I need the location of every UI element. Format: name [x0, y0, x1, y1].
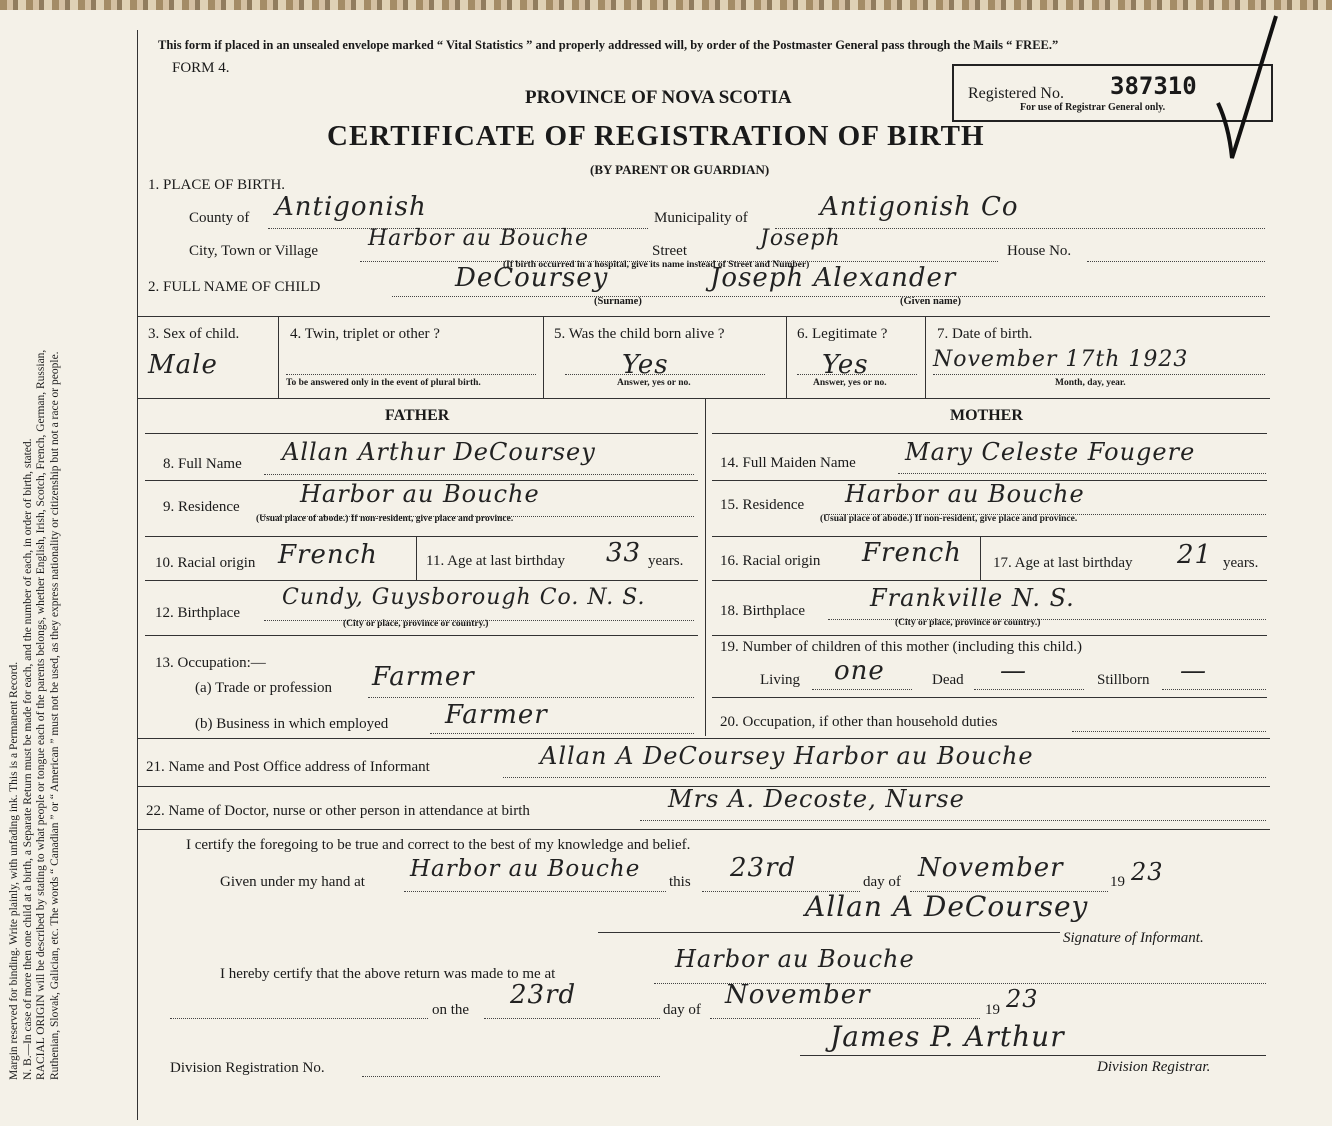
sex-value: Male: [148, 350, 218, 380]
doctor-value: Mrs A. Decoste, Nurse: [668, 785, 965, 813]
sex-label: 3. Sex of child.: [148, 326, 240, 342]
postal-notice: This form if placed in an unsealed envelope marked “ Vital Statistics ” and properly addressed will, by order of the Postmaster General pass through the Mails “ FREE.”: [158, 38, 1059, 52]
date-of-birth-label: 7. Date of birth.: [937, 326, 1033, 342]
father-trade-line: [368, 697, 694, 698]
registrar-year-prefix: 19: [985, 1002, 1000, 1018]
side-notes: [8, 20, 62, 1080]
father-rule-3: [145, 580, 698, 581]
informant-value: Allan A DeCoursey Harbor au Bouche: [540, 742, 1034, 770]
registered-number: 387310: [1110, 72, 1197, 100]
father-residence-label: 9. Residence: [163, 499, 240, 515]
child-name-line: [392, 296, 1265, 297]
mother-name-value: Mary Celeste Fougere: [905, 438, 1196, 466]
signature-line: [598, 932, 1060, 933]
father-residence-value: Harbor au Bouche: [300, 480, 540, 508]
county-label: County of: [189, 210, 250, 226]
date-of-birth-hint: Month, day, year.: [1055, 378, 1126, 388]
given-day-value: 23rd: [730, 853, 797, 883]
registered-label: Registered No.: [968, 85, 1064, 102]
twin-line: [286, 374, 536, 375]
father-age-divider: [416, 536, 417, 580]
side-note-multiple-births: N. B.—In case of more then one child at a birth, a Separate Return must be made for each, and the number of each, in order of birth, stated.: [21, 438, 34, 1080]
street-label: Street: [652, 243, 687, 259]
children-count-label: 19. Number of children of this mother (including this child.): [720, 639, 1083, 655]
registrar-place-value: Harbor au Bouche: [675, 945, 915, 973]
side-note-binding: Margin reserved for binding. Write plainly, with unfading ink. This is a Permanent Record.: [8, 661, 20, 1080]
registrar-signature: James P. Arthur: [830, 1020, 1065, 1053]
registrar-day-of-label: day of: [663, 1002, 701, 1018]
father-birthplace-value: Cundy, Guysborough Co. N. S.: [282, 585, 646, 610]
child-surname: DeCoursey: [455, 263, 609, 293]
mother-rule-5: [712, 697, 1267, 698]
check-mark: [1210, 8, 1280, 168]
house-no-line: [1087, 261, 1265, 262]
given-name-hint: (Given name): [900, 296, 961, 307]
municipality-label: Municipality of: [654, 210, 748, 226]
date-of-birth-value: November 17th 1923: [933, 347, 1189, 372]
legitimate-label: 6. Legitimate ?: [797, 326, 888, 342]
col-divider-3: [786, 316, 787, 398]
mother-race-label: 16. Racial origin: [720, 553, 821, 569]
side-note-racial-origin-2: Ruthenian, Slovak, Galician, etc. The words “ Canadian ” or “ American ” must not be used, as they express nationality or citizenship but not a race or people.: [48, 351, 61, 1080]
registrar-signature-line: [800, 1055, 1266, 1056]
mother-occupation-label: 20. Occupation, if other than household duties: [720, 714, 998, 730]
living-line: [812, 689, 912, 690]
mother-age-divider: [980, 536, 981, 580]
on-the-label: on the: [432, 1002, 470, 1018]
parents-divider: [705, 398, 706, 736]
surname-hint: (Surname): [594, 296, 642, 307]
mother-name-line: [898, 473, 1266, 474]
given-month-value: November: [918, 853, 1064, 883]
father-years-label: years.: [648, 553, 684, 569]
margin-rule: [137, 30, 138, 1120]
city-label: City, Town or Village: [189, 243, 319, 259]
informant-signature: Allan A DeCoursey: [805, 890, 1089, 923]
mother-race-value: French: [862, 538, 962, 568]
municipality-line: [775, 228, 1265, 229]
registrar-lead-line: [170, 1018, 428, 1019]
doctor-label: 22. Name of Doctor, nurse or other person in attendance at birth: [146, 803, 530, 819]
mother-birthplace-line: [828, 619, 1266, 620]
born-alive-value: Yes: [622, 350, 669, 380]
mother-age-label: 17. Age at last birthday: [993, 555, 1133, 571]
col-divider-2: [543, 316, 544, 398]
registrar-month-value: November: [725, 980, 871, 1010]
mother-age-value: 21: [1177, 540, 1213, 570]
mother-birthplace-hint: (City or place, province or country.): [895, 618, 1041, 628]
father-race-label: 10. Racial origin: [155, 555, 256, 571]
hospital-note: (If birth occurred in a hospital, give its name instead of Street and Number): [503, 260, 810, 270]
registrar-day-value: 23rd: [510, 980, 577, 1010]
father-age-label: 11. Age at last birthday: [426, 553, 565, 569]
day-of-label: day of: [863, 874, 901, 890]
street-value: Joseph: [760, 226, 841, 251]
registrar-day-line: [484, 1018, 660, 1019]
house-no-label: House No.: [1007, 243, 1072, 259]
province-title: PROVINCE OF NOVA SCOTIA: [525, 87, 792, 108]
father-birthplace-hint: (City or place, province or country.): [343, 619, 489, 629]
given-year-value: 23: [1131, 858, 1164, 886]
registrar-month-line: [710, 1018, 980, 1019]
father-trade-value: Farmer: [372, 662, 475, 692]
mother-residence-hint: (Usual place of abode.) If non-resident, give place and province.: [820, 514, 1078, 524]
father-name-line: [264, 474, 694, 475]
row-divider-top: [138, 316, 1270, 317]
legitimate-hint: Answer, yes or no.: [813, 378, 887, 388]
mother-heading: MOTHER: [950, 407, 1023, 424]
father-residence-hint: (Usual place of abode.) If non-resident, give place and province.: [256, 514, 514, 524]
registrar-year-value: 23: [1006, 985, 1039, 1013]
twin-label: 4. Twin, triplet or other ?: [290, 326, 440, 342]
given-place-value: Harbor au Bouche: [410, 856, 641, 882]
twin-hint: To be answered only in the event of plural birth.: [286, 378, 481, 388]
father-business-line: [430, 733, 694, 734]
child-name-label: 2. FULL NAME OF CHILD: [148, 279, 321, 295]
stillborn-line: [1162, 689, 1266, 690]
mother-rule-4: [712, 635, 1267, 636]
division-registrar-label: Division Registrar.: [1097, 1059, 1211, 1075]
father-rule-4: [145, 635, 698, 636]
dead-label: Dead: [932, 672, 964, 688]
side-note-racial-origin-1: RACIAL ORIGIN will be described by stating to what people or tongue each of the parents belongs, whether English, Irish, Scotch, French, German, Russian,: [35, 349, 47, 1080]
father-business-label: (b) Business in which employed: [195, 716, 389, 732]
municipality-value: Antigonish Co: [820, 192, 1019, 222]
mother-residence-label: 15. Residence: [720, 497, 805, 513]
mother-years-label: years.: [1223, 555, 1259, 571]
certify-statement: I certify the foregoing to be true and correct to the best of my knowledge and belief.: [186, 837, 691, 853]
father-rule-2: [145, 536, 698, 537]
division-registration-line: [362, 1076, 660, 1077]
county-value: Antigonish: [275, 192, 427, 222]
mother-birthplace-value: Frankville N. S.: [870, 584, 1075, 612]
doctor-line: [640, 820, 1266, 821]
date-of-birth-line: [933, 374, 1265, 375]
mother-occupation-line: [1072, 731, 1266, 732]
father-name-value: Allan Arthur DeCoursey: [282, 438, 596, 466]
father-birthplace-label: 12. Birthplace: [155, 605, 240, 621]
city-value: Harbor au Bouche: [368, 226, 590, 251]
father-race-value: French: [278, 540, 378, 570]
mother-rule-2: [712, 536, 1267, 537]
child-given-name: Joseph Alexander: [710, 263, 957, 293]
mother-birthplace-label: 18. Birthplace: [720, 603, 805, 619]
father-name-label: 8. Full Name: [163, 456, 242, 472]
year-prefix: 19: [1110, 874, 1125, 890]
given-under-label: Given under my hand at: [220, 874, 365, 890]
given-place-line: [404, 891, 666, 892]
row-divider-certify: [138, 829, 1270, 830]
living-label: Living: [760, 672, 800, 688]
mother-heading-rule: [712, 433, 1267, 434]
born-alive-label: 5. Was the child born alive ?: [554, 326, 725, 342]
father-occupation-label: 13. Occupation:—: [155, 655, 266, 671]
dead-line: [974, 689, 1084, 690]
form-number: FORM 4.: [172, 60, 230, 76]
mother-rule-3: [712, 580, 1267, 581]
mother-residence-value: Harbor au Bouche: [845, 480, 1085, 508]
mother-name-label: 14. Full Maiden Name: [720, 455, 856, 471]
father-age-value: 33: [606, 538, 642, 568]
certificate-title: CERTIFICATE OF REGISTRATION OF BIRTH: [327, 120, 985, 152]
registrar-statement: I hereby certify that the above return was made to me at: [220, 966, 556, 982]
legitimate-value: Yes: [822, 350, 869, 380]
row-divider-parents: [138, 398, 1270, 399]
father-business-value: Farmer: [445, 700, 548, 730]
torn-top-edge: [0, 0, 1332, 10]
this-label: this: [669, 874, 691, 890]
father-heading-rule: [145, 433, 698, 434]
informant-label: 21. Name and Post Office address of Informant: [146, 759, 430, 775]
informant-line: [503, 777, 1266, 778]
father-trade-label: (a) Trade or profession: [195, 680, 333, 696]
col-divider-1: [278, 316, 279, 398]
registrar-use-note: For use of Registrar General only.: [1020, 102, 1166, 113]
dead-value: —: [1000, 656, 1027, 686]
division-registration-label: Division Registration No.: [170, 1060, 325, 1076]
father-heading: FATHER: [385, 407, 450, 424]
place-of-birth-label: 1. PLACE OF BIRTH.: [148, 177, 286, 193]
born-alive-hint: Answer, yes or no.: [617, 378, 691, 388]
stillborn-label: Stillborn: [1097, 672, 1150, 688]
row-divider-informant: [138, 738, 1270, 739]
informant-signature-label: Signature of Informant.: [1063, 930, 1204, 946]
living-value: one: [834, 656, 885, 686]
col-divider-4: [925, 316, 926, 398]
stillborn-value: —: [1180, 656, 1207, 686]
certificate-subtitle: (BY PARENT OR GUARDIAN): [590, 162, 770, 177]
